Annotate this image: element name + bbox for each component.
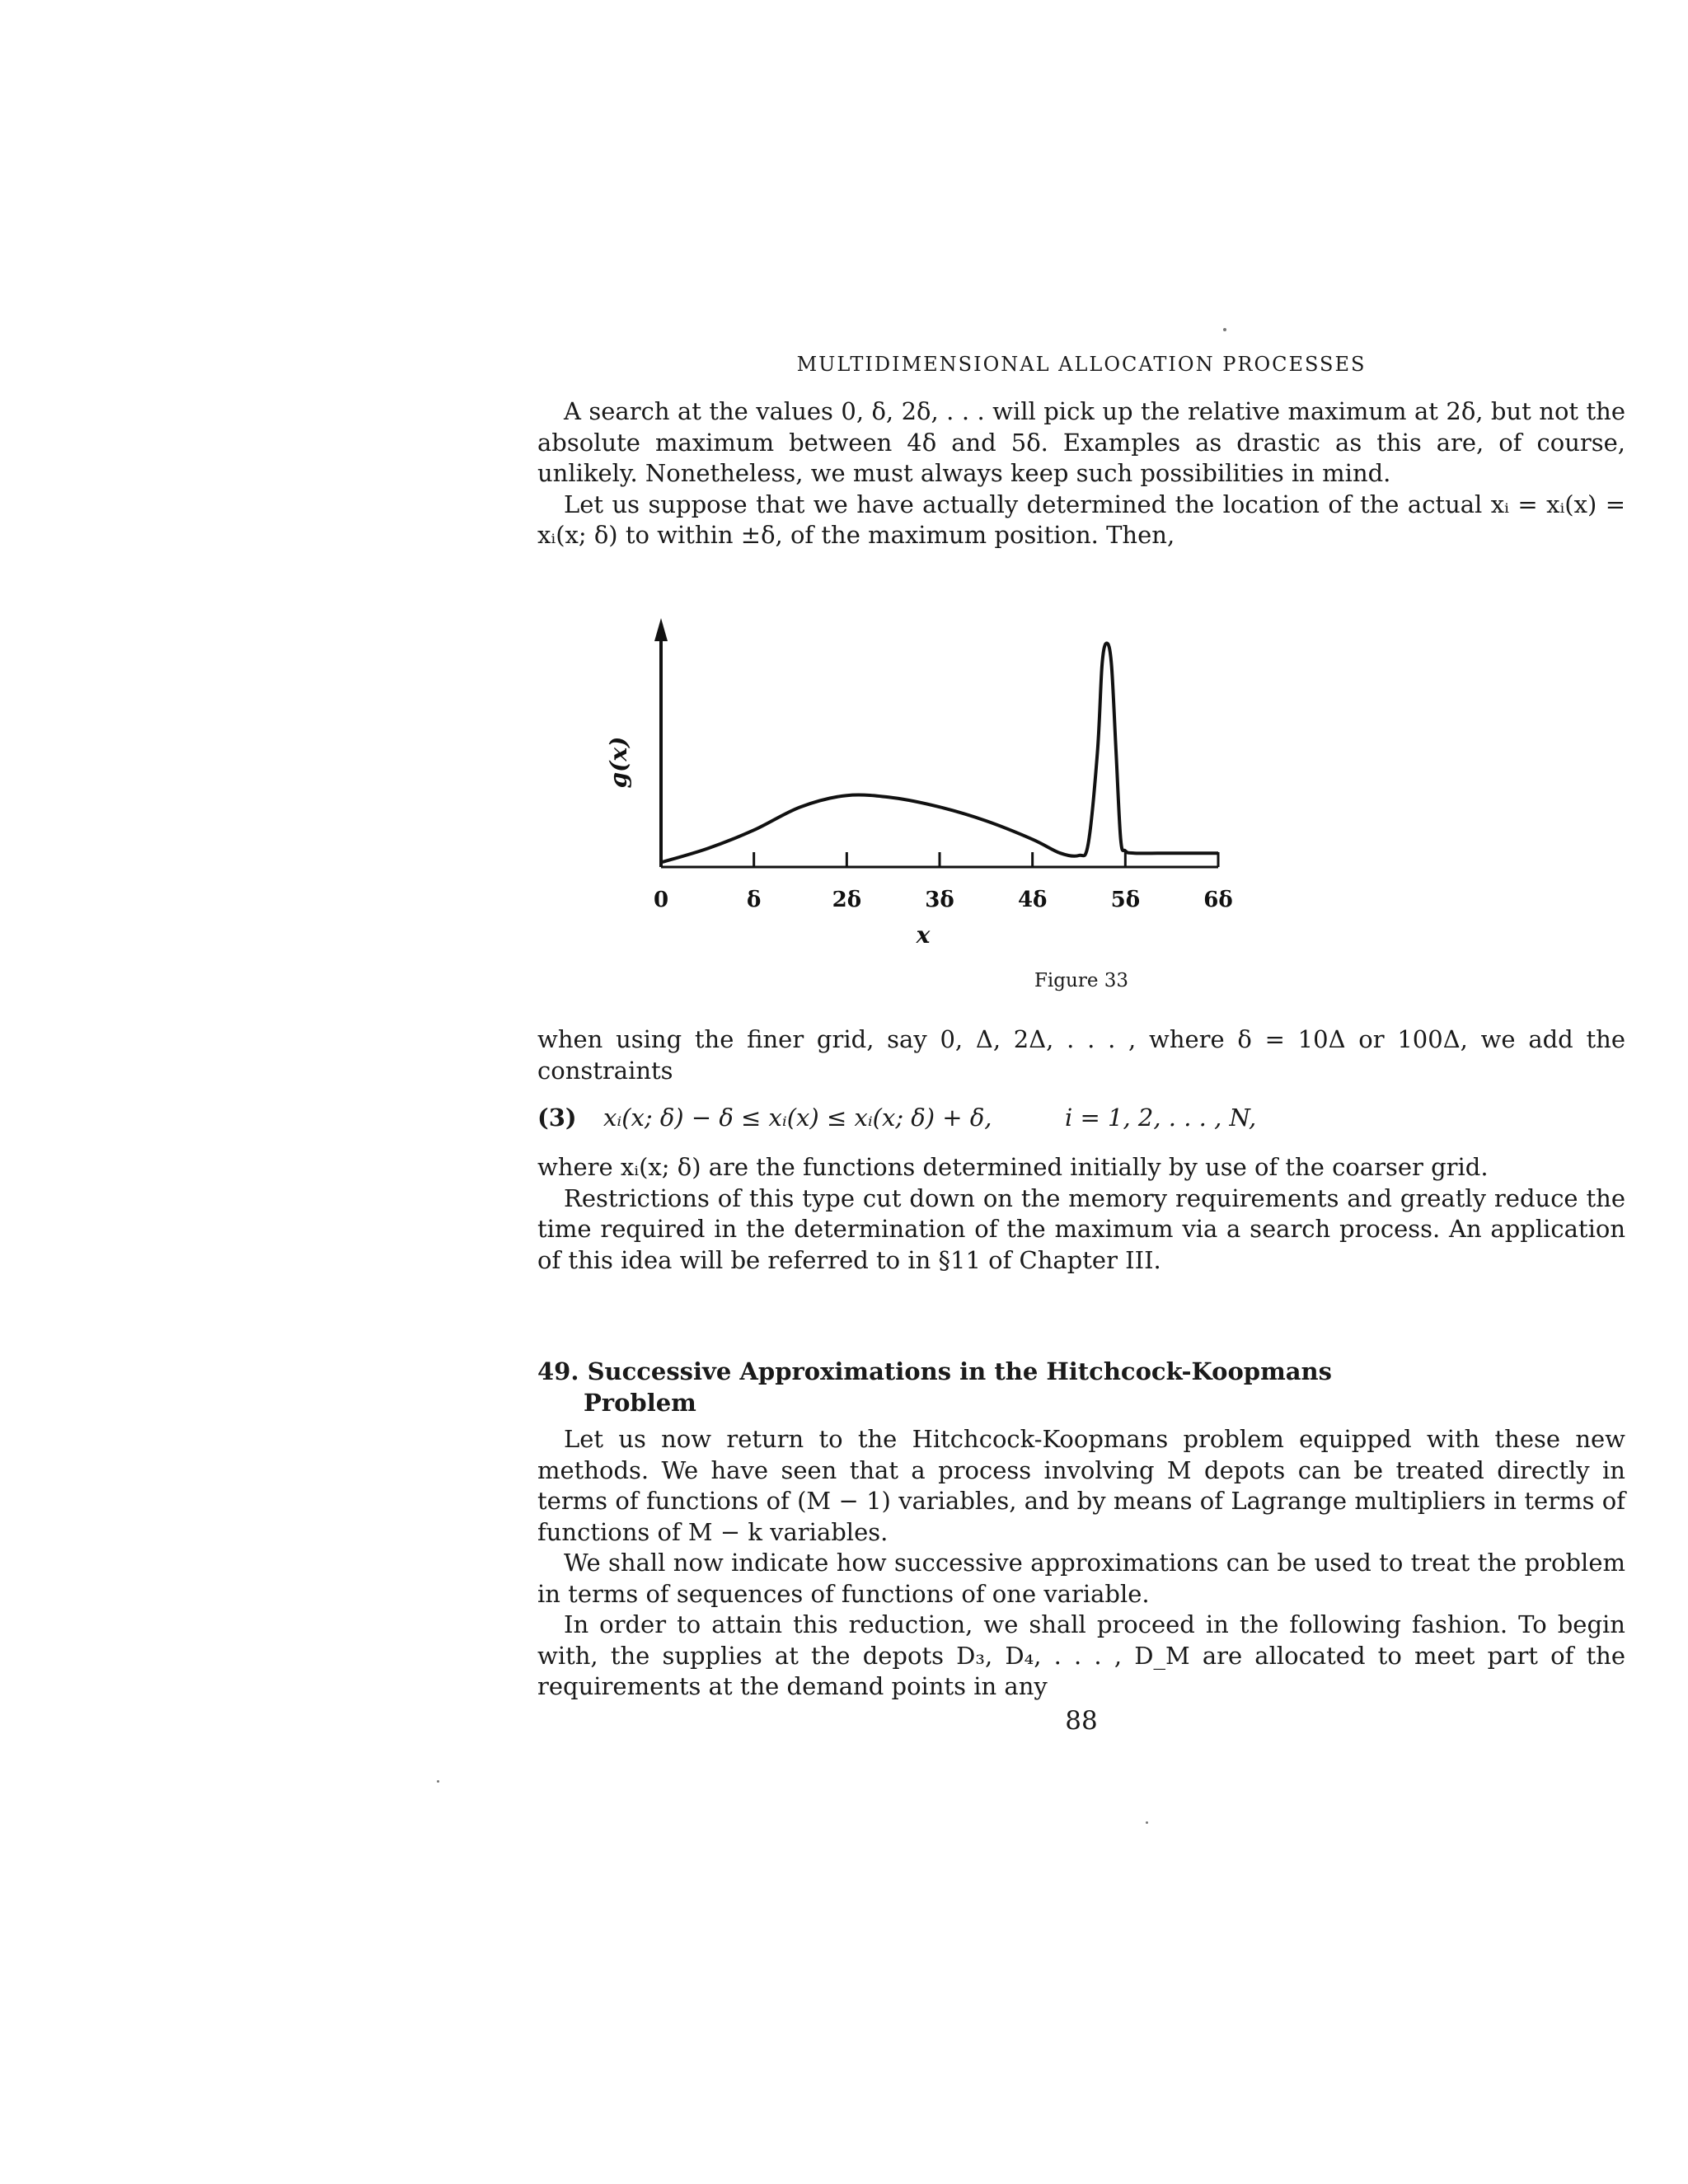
text-block-lower — [537, 1152, 1625, 1276]
running-head: MULTIDIMENSIONAL ALLOCATION PROCESSES — [796, 353, 1367, 376]
paragraph-8: In order to attain this reduction, we shall proceed in the following fashion. To begin with, the supplies at the depots D₃, D₄, . . . , D_M are allocated to meet part of the requirements at the demand points in any — [537, 1610, 1625, 1700]
x-tick-label: 2δ — [832, 888, 862, 912]
figure-caption: Figure 33 — [1034, 970, 1129, 991]
text-block-top — [537, 396, 1625, 551]
equation-body: xᵢ(x; δ) − δ ≤ xᵢ(x) ≤ xᵢ(x; δ) + δ, — [603, 1104, 992, 1132]
section-number: 49. — [537, 1357, 579, 1385]
x-tick-label: 5δ — [1110, 888, 1141, 912]
paragraph-3: when using the finer grid, say 0, Δ, 2Δ, . . . , where δ = 10Δ or 100Δ, we add the constraints — [537, 1025, 1625, 1085]
paragraph-5: Restrictions of this type cut down on the memory requirements and greatly reduce the time required in the determination of the maximum via a search process. An application of this idea will be referred to in §11 of Chapter III. — [537, 1183, 1625, 1274]
text-block-middle — [537, 1024, 1625, 1086]
x-tick-label: 3δ — [925, 888, 954, 912]
paragraph-4: where xᵢ(x; δ) are the functions determined initially by use of the coarser grid. — [537, 1153, 1489, 1181]
scan-speck — [437, 1780, 439, 1783]
y-axis-arrow — [654, 618, 668, 641]
x-axis-label: x — [916, 921, 931, 949]
section-title-line1: Successive Approximations in the Hitchcock-Koopmans — [587, 1357, 1332, 1385]
scan-speck — [1223, 328, 1226, 331]
paragraph-1: A search at the values 0, δ, 2δ, . . . will pick up the relative maximum at 2δ, but not the absolute maximum between 4δ and 5δ. Examples as drastic as this are, of course, unlikely. Nonetheless, we must always keep such possibilities in mind. — [537, 397, 1625, 487]
paragraph-2: Let us suppose that we have actually determined the location of the actual xᵢ = xᵢ(x) = xᵢ(x; δ) to within ±δ, of the maximum position. Then, — [537, 490, 1625, 549]
text-block-bottom — [537, 1424, 1625, 1703]
section-title-line2: Problem — [584, 1388, 696, 1417]
chart-svg — [605, 618, 1236, 1014]
page-number: 88 — [1065, 1706, 1098, 1736]
equation-range: i = 1, 2, . . . , N, — [1065, 1104, 1257, 1132]
scan-speck — [1146, 1821, 1148, 1824]
x-tick-label: 0 — [653, 888, 669, 912]
figure-33 — [605, 618, 1236, 1014]
paragraph-7: We shall now indicate how successive approximations can be used to treat the problem in terms of sequences of functions of one variable. — [537, 1549, 1625, 1608]
y-axis-label: g(x) — [605, 736, 632, 789]
series-line-g — [661, 643, 1218, 862]
paragraph-6: Let us now return to the Hitchcock-Koopmans problem equipped with these new methods. We have seen that a process involving M depots can be treated directly in terms of functions of (M − 1) variables, and by means of Lagrange multipliers in terms of functions of M − k variables. — [537, 1425, 1625, 1546]
section-heading — [537, 1357, 1625, 1418]
equation-number: (3) — [537, 1104, 577, 1132]
x-tick-label: δ — [746, 888, 762, 912]
x-tick-label: 6δ — [1203, 888, 1233, 912]
x-tick-label: 4δ — [1017, 888, 1048, 912]
